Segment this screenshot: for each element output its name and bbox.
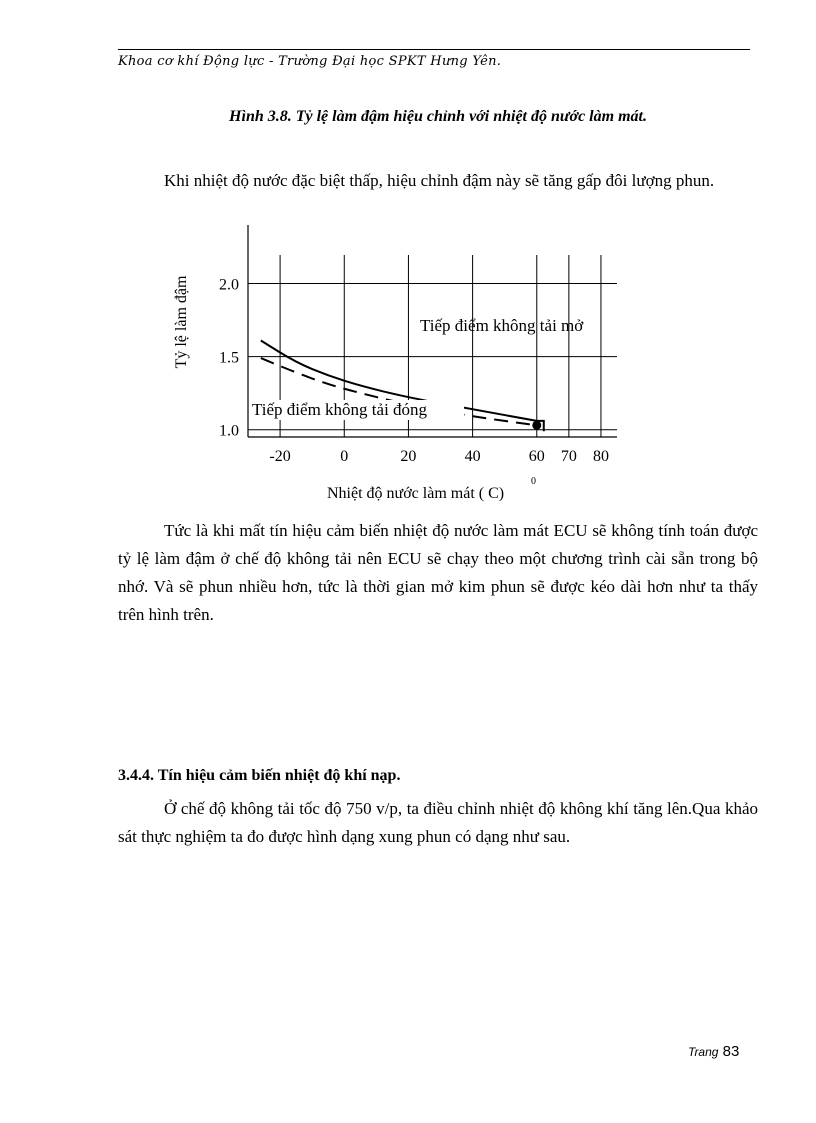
x-axis-unit-superscript: 0 [531, 476, 536, 487]
x-axis-label-main: Nhiệt độ nước làm mát ( [327, 485, 485, 502]
y-tick-label: 1.5 [219, 349, 239, 367]
x-axis-label [327, 485, 504, 502]
x-tick-label: 20 [400, 448, 417, 465]
page-header: Khoa cơ khí Động lực - Trường Đại học SPKT Hưng Yên. [118, 54, 502, 69]
x-axis-label-unit: C) [488, 485, 505, 502]
y-tick-label: 2.0 [219, 276, 239, 294]
x-tick-label: -20 [269, 448, 291, 465]
x-tick-label: 40 [464, 448, 481, 465]
page-label: Trang [688, 1045, 719, 1059]
y-axis-label: Tỷ lệ làm đậm [173, 275, 190, 369]
paragraph-2-text: Tức là khi mất tín hiệu cảm biến nhiệt độ nước làm mát ECU sẽ không tính toán được tỷ lệ làm đậm ở chế độ không tải nên ECU sẽ chạy theo một chương trình cài sẵn trong bộ nhớ. Và sẽ phun nhiều hơn, tức là thời gian mở kim phun sẽ được kéo dài hơn như ta thấy trên hình trên. [118, 521, 758, 624]
paragraph-3-text: Ở chế độ không tải tốc độ 750 v/p, ta điều chỉnh nhiệt độ không khí tăng lên.Qua khảo sát thực nghiệm ta đo được hình dạng xung phun có dạng như sau. [118, 799, 758, 846]
x-tick-label: 70 [560, 448, 577, 465]
y-tick-label: 1.0 [219, 422, 239, 440]
x-tick-label: 80 [592, 448, 609, 465]
page-footer [688, 1043, 739, 1060]
page-number: 83 [722, 1043, 740, 1060]
paragraph-2 [118, 517, 758, 629]
paragraph-3 [118, 795, 758, 851]
figure-caption: Hình 3.8. Tỷ lệ làm đậm hiệu chỉnh với nhiệt độ nước làm mát. [229, 108, 647, 125]
x-tick-label: 60 [528, 448, 545, 465]
paragraph-1-text: Khi nhiệt độ nước đặc biệt thấp, hiệu chỉnh đậm này sẽ tăng gấp đôi lượng phun. [164, 171, 715, 190]
annotation-idle-open: Tiếp điểm không tải mở [420, 316, 584, 335]
section-heading: 3.4.4. Tín hiệu cảm biến nhiệt độ khí nạp. [118, 767, 401, 784]
series-end-marker [532, 421, 541, 430]
annotation-idle-closed: Tiếp điểm không tải đóng [252, 400, 428, 419]
x-tick-label: 0 [340, 448, 349, 465]
